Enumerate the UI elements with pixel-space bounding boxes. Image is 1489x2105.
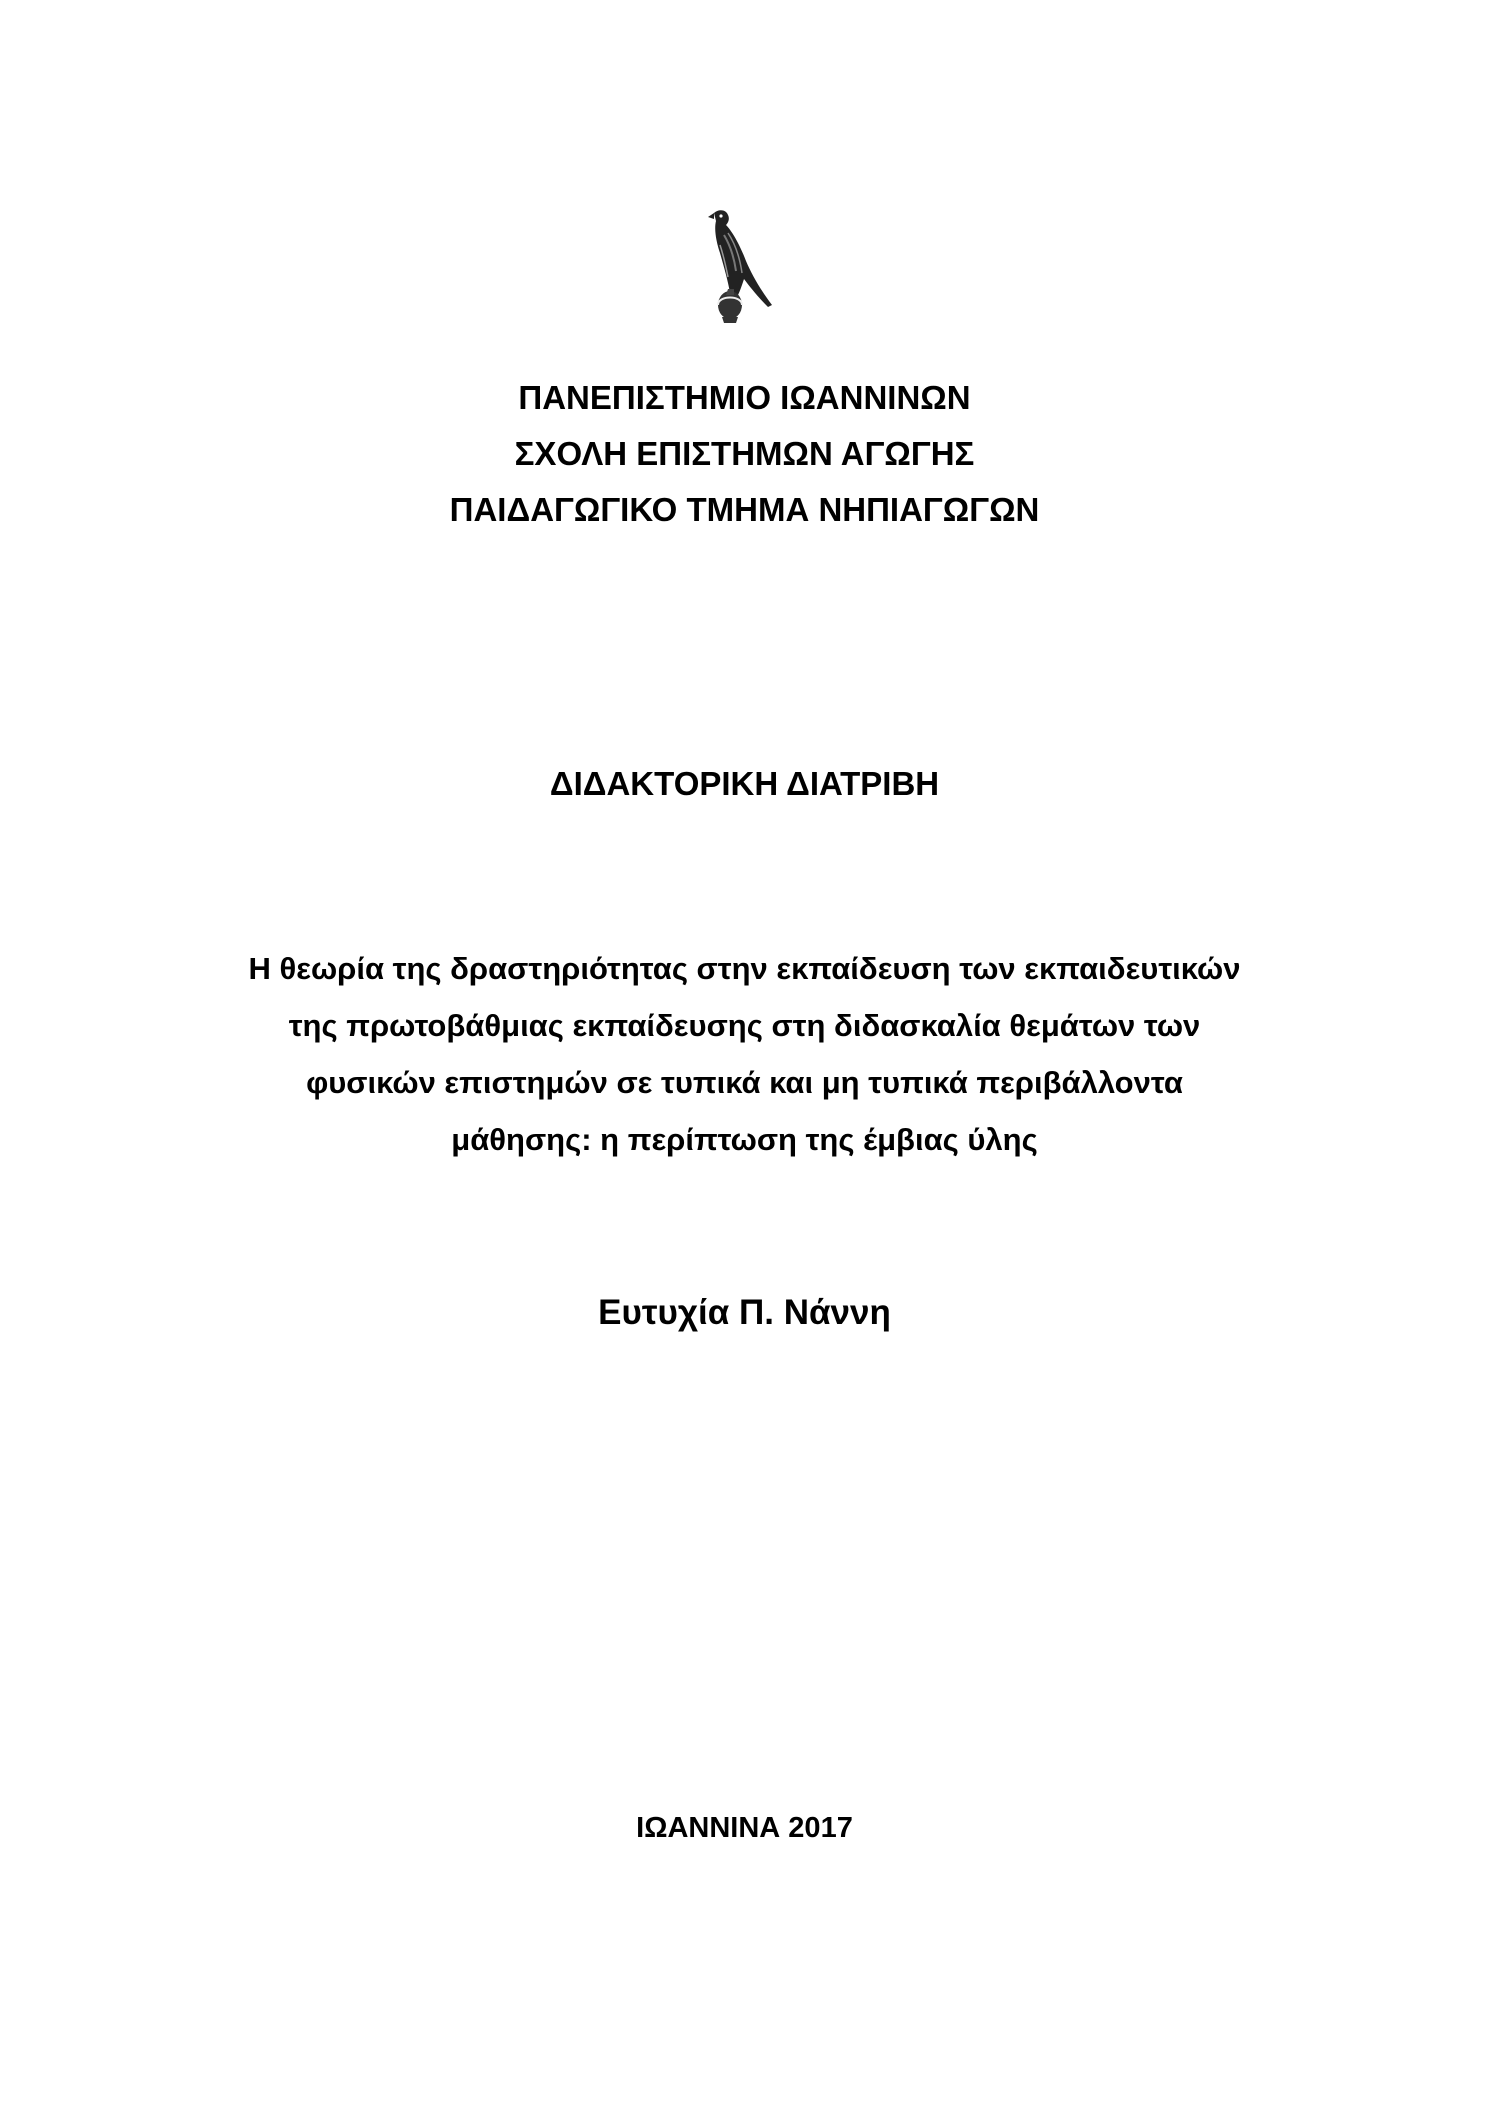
thesis-title-line: Η θεωρία της δραστηριότητας στην εκπαίδευση των εκπαιδευτικών	[248, 951, 1241, 986]
thesis-title-line: φυσικών επιστημών σε τυπικά και μη τυπικά περιβάλλοντα	[306, 1065, 1183, 1100]
thesis-title	[0, 940, 1489, 1168]
author-name: Ευτυχία Π. Νάννη	[598, 1293, 891, 1332]
department-name: ΠΑΙΔΑΓΩΓΙΚΟ ΤΜΗΜΑ ΝΗΠΙΑΓΩΓΩΝ	[449, 491, 1040, 528]
document-type: ΔΙΔΑΚΤΟΡΙΚΗ ΔΙΑΤΡΙΒΗ	[549, 765, 940, 802]
school-name: ΣΧΟΛΗ ΕΠΙΣΤΗΜΩΝ ΑΓΩΓΗΣ	[514, 435, 975, 472]
institution-block	[0, 370, 1489, 538]
thesis-title-line: μάθησης: η περίπτωση της έμβιας ύλης	[451, 1122, 1038, 1157]
university-emblem-bird-icon	[700, 205, 780, 325]
thesis-title-line: της πρωτοβάθμιας εκπαίδευσης στη διδασκαλία θεμάτων των	[288, 1008, 1201, 1043]
university-name: ΠΑΝΕΠΙΣΤΗΜΙΟ ΙΩΑΝΝΙΝΩΝ	[518, 379, 971, 416]
place-and-year: ΙΩΑΝΝΙΝΑ 2017	[636, 1812, 853, 1844]
